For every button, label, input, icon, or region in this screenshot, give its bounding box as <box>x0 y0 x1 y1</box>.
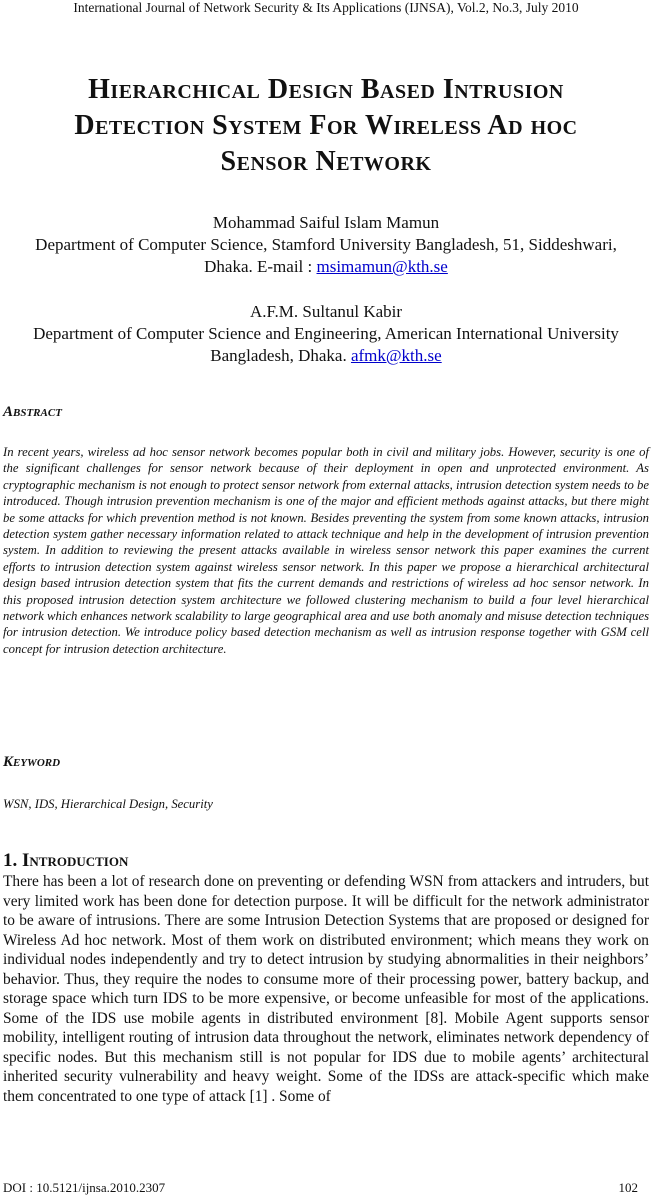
paper-title <box>0 72 652 180</box>
author-2-contact-prefix: Bangladesh, Dhaka. <box>210 346 351 365</box>
author-2-email-link[interactable]: afmk@kth.se <box>350 346 442 365</box>
doi-footer: DOI : 10.5121/ijnsa.2010.2307 <box>3 1180 166 1195</box>
author-1-affiliation: Department of Computer Science, Stamford University Bangladesh, 51, Siddeshwari, <box>35 235 617 254</box>
page-number: 102 <box>618 1180 638 1195</box>
journal-header: International Journal of Network Security & Its Applications (IJNSA), Vol.2, No.3, July 2010 <box>73 0 579 15</box>
author-2-contact <box>0 345 652 367</box>
author-2-block <box>0 301 652 367</box>
keyword-text: WSN, IDS, Hierarchical Design, Security <box>3 797 213 811</box>
author-1-email-link[interactable]: msimamun@kth.se <box>316 257 448 276</box>
abstract-heading: Abstract <box>3 404 62 420</box>
author-1-name: Mohammad Saiful Islam Mamun <box>212 213 440 232</box>
introduction-heading: 1. Introduction <box>3 850 129 871</box>
title-line-3: Sensor Network <box>220 146 432 177</box>
author-1-contact-prefix: Dhaka. E-mail : <box>204 257 317 276</box>
abstract-text: In recent years, wireless ad hoc sensor network becomes popular both in civil and military jobs. However, security is one of the significant challenges for sensor network because of their deployment in open and unprotected environment. As cryptographic mechanism is not enough to protect sensor network from external attacks, intrusion detection system needs to be introduced. Though intrusion prevention mechanism is one of the major and efficient methods against attacks, but there might be some attacks for which prevention method is not known. Besides preventing the system from some known attacks, intrusion detection system gather necessary information related to attack technique and help in the development of intrusion prevention system. In addition to reviewing the present attacks available in wireless sensor network this paper examines the current efforts to intrusion detection system against wireless sensor network. In this paper we propose a hierarchical architectural design based intrusion detection system that fits the current demands and restrictions of wireless ad hoc sensor network. In this proposed intrusion detection system architecture we followed clustering mechanism to build a four level hierarchical network which enhances network scalability to large geographical area and use both anomaly and misuse detection techniques for intrusion detection. We introduce policy based detection mechanism as well as intrusion response together with GSM cell concept for intrusion detection architecture. <box>3 445 650 656</box>
author-1-block <box>0 212 652 278</box>
author-1-contact <box>0 256 652 278</box>
title-line-2: Detection System For Wireless Ad hoc <box>74 110 578 141</box>
title-line-1: Hierarchical Design Based Intrusion <box>88 74 564 105</box>
author-2-affiliation: Department of Computer Science and Engineering, American International University <box>33 324 619 343</box>
author-2-name: A.F.M. Sultanul Kabir <box>249 302 403 321</box>
keyword-heading: Keyword <box>3 754 61 770</box>
introduction-text: There has been a lot of research done on preventing or defending WSN from attackers and intruders, but very limited work has been done for detection purpose. It will be difficult for the network administrator to be aware of intrusions. There are some Intrusion Detection Systems that are proposed or designed for Wireless Ad hoc network. Most of them work on distributed environment; which means they work on individual nodes independently and try to detect intrusion by studying abnormalities in their neighbors’ behavior. Thus, they require the nodes to consume more of their processing power, battery backup, and storage space which turn IDS to be more expensive, or become unfeasible for most of the applications. Some of the IDS use mobile agents in distributed environment [8]. Mobile Agent supports sensor mobility, intelligent routing of intrusion data throughout the network, eliminates network dependency of specific nodes. But this mechanism still is not popular for IDS due to mobile agents’ architectural inherited security vulnerability and heavy weight. Some of the IDSs are attack-specific which make them concentrated to one type of attack [1] . Some of <box>3 873 649 1105</box>
